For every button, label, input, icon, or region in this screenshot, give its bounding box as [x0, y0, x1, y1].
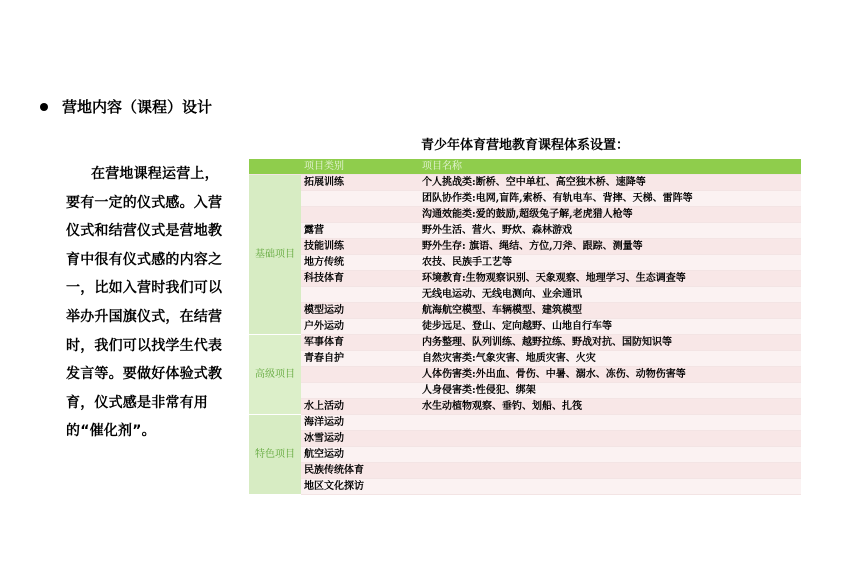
- table-row: [249, 191, 801, 207]
- header-section-cell: [249, 159, 301, 175]
- table-row: [249, 255, 801, 271]
- item-cell: [419, 463, 801, 479]
- table-row: [249, 431, 801, 447]
- category-cell: 航空运动: [301, 447, 419, 463]
- category-cell: 地方传统: [301, 255, 419, 271]
- table-row: [249, 271, 801, 287]
- item-cell: 徒步远足、登山、定向越野、山地自行车等: [419, 319, 801, 335]
- table-row: [249, 383, 801, 399]
- table-row: [249, 303, 801, 319]
- category-cell: 冰雪运动: [301, 431, 419, 447]
- item-cell: [419, 479, 801, 495]
- course-system-table: [249, 159, 801, 495]
- table-row: [249, 335, 801, 351]
- header-category: 项目类别: [301, 159, 419, 175]
- category-cell: [301, 367, 419, 383]
- category-cell: 水上活动: [301, 399, 419, 415]
- table-row: [249, 207, 801, 223]
- header-item: 项目名称: [419, 159, 801, 175]
- item-cell: 无线电运动、无线电测向、业余通讯: [419, 287, 801, 303]
- item-cell: 团队协作类:电网,盲阵,索桥、有轨电车、背摔、天梯、雷阵等: [419, 191, 801, 207]
- item-cell: [419, 431, 801, 447]
- category-cell: [301, 383, 419, 399]
- item-cell: [419, 415, 801, 431]
- item-cell: 人体伤害类:外出血、骨伤、中暑、溺水、冻伤、动物伤害等: [419, 367, 801, 383]
- category-cell: 露营: [301, 223, 419, 239]
- item-cell: [419, 447, 801, 463]
- category-cell: 技能训练: [301, 239, 419, 255]
- table-row: [249, 415, 801, 431]
- table-row: [249, 399, 801, 415]
- item-cell: 人身侵害类:性侵犯、绑架: [419, 383, 801, 399]
- category-cell: 民族传统体育: [301, 463, 419, 479]
- table-row: [249, 367, 801, 383]
- category-cell: 拓展训练: [301, 175, 419, 191]
- item-cell: 沟通效能类:爱的鼓励,超级兔子解,老虎猎人枪等: [419, 207, 801, 223]
- category-cell: [301, 191, 419, 207]
- category-cell: [301, 287, 419, 303]
- item-cell: 农技、民族手工艺等: [419, 255, 801, 271]
- category-cell: 军事体育: [301, 335, 419, 351]
- table-row: [249, 447, 801, 463]
- table-row: [249, 175, 801, 191]
- item-cell: 环境教育:生物观察识别、天象观察、地理学习、生态调查等: [419, 271, 801, 287]
- heading-text: 营地内容（课程）设计: [62, 98, 213, 116]
- category-cell: [301, 207, 419, 223]
- table-row: [249, 479, 801, 495]
- category-cell: 海洋运动: [301, 415, 419, 431]
- item-cell: 自然灾害类:气象灾害、地质灾害、火灾: [419, 351, 801, 367]
- item-cell: 野外生存: 旗语、绳结、方位,刀斧、跟踪、测量等: [419, 239, 801, 255]
- item-cell: 水生动植物观察、垂钓、划船、扎筏: [419, 399, 801, 415]
- item-cell: 个人挑战类:断桥、空中单杠、高空独木桥、速降等: [419, 175, 801, 191]
- item-cell: 野外生活、营火、野炊、森林游戏: [419, 223, 801, 239]
- category-cell: 科技体育: [301, 271, 419, 287]
- table-row: [249, 463, 801, 479]
- table-row: [249, 287, 801, 303]
- bullet-icon: [40, 103, 48, 111]
- table-header-row: [249, 159, 801, 175]
- table-row: [249, 351, 801, 367]
- section-heading: [40, 96, 212, 117]
- category-cell: 青春自护: [301, 351, 419, 367]
- table-title: 青少年体育营地教育课程体系设置：: [420, 138, 629, 153]
- category-cell: 地区文化探访: [301, 479, 419, 495]
- table-row: [249, 239, 801, 255]
- category-cell: 模型运动: [301, 303, 419, 319]
- table-row: [249, 223, 801, 239]
- table-row: [249, 319, 801, 335]
- ceremony-paragraph: 在营地课程运营上，要有一定的仪式感。入营仪式和结营仪式是营地教育中很有仪式感的内容之一，比如入营时我们可以举办升国旗仪式，在结营时，我们可以找学生代表发言等。要做好体验式教育，仪式感是非常有用的“催化剂”。: [66, 166, 223, 440]
- section-name-cell: 特色项目: [249, 415, 301, 495]
- section-name-cell: 基础项目: [249, 175, 301, 335]
- item-cell: 内务整理、队列训练、越野拉练、野战对抗、国防知识等: [419, 335, 801, 351]
- item-cell: 航海航空模型、车辆模型、建筑模型: [419, 303, 801, 319]
- category-cell: 户外运动: [301, 319, 419, 335]
- section-name-cell: 高级项目: [249, 335, 301, 415]
